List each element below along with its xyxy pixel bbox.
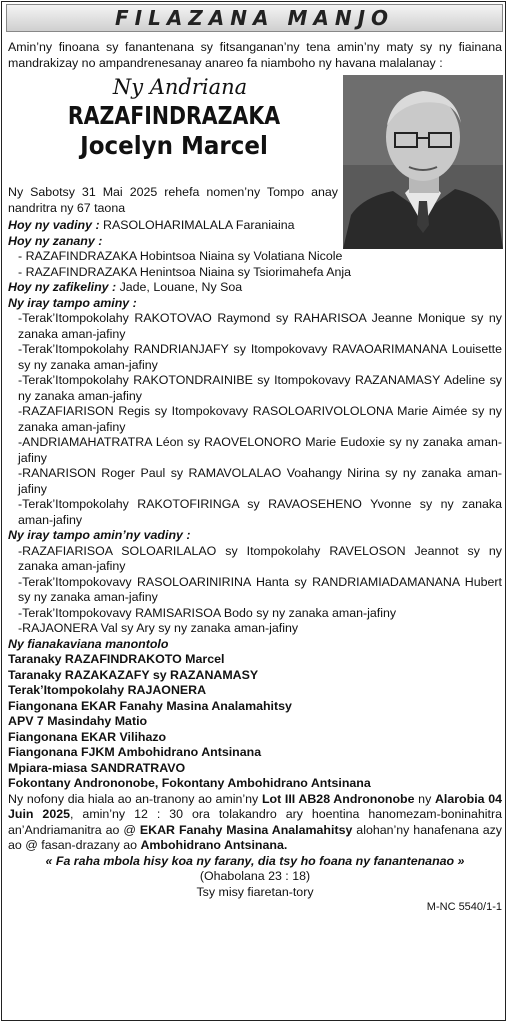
spouse-sibling-line: -RAZAFIARISOA SOLOARILALAO sy Itompokolahy RAVELOSON Jeannot sy ny zanaka aman-jafiny xyxy=(18,543,502,573)
deceased-given-names: Jocelyn Marcel xyxy=(80,131,268,160)
grandchildren-names: Jade, Louane, Ny Soa xyxy=(119,280,243,294)
extended-family-line: Fiangonana FJKM Ambohidrano Antsinana xyxy=(8,745,262,759)
deceased-header xyxy=(8,75,502,185)
spouse-name: RASOLOHARIMALALA Faraniaina xyxy=(103,218,295,232)
intro-text: Amin’ny finoana sy fanantenana sy fitsanganan’ny tena amin’ny maty sy ny fiainana mandrakizay no ampandrenesanay anareo fa niamboho ny havana malalanay : xyxy=(8,40,502,70)
extended-family-line: Terak’Itompokolahy RAJAONERA xyxy=(8,683,207,697)
bible-quote: « Fa raha mbola hisy koa ny farany, dia tsy ho foana ny fanantenanao » xyxy=(45,853,465,868)
sibling-line: -RANARISON Roger Paul sy RAMAVOLALAO Voahangy Nirina sy ny zanaka aman-jafiny xyxy=(18,466,502,496)
extended-family-line: APV 7 Masindahy Matio xyxy=(8,714,148,728)
sibling-line: -RAZAFIARISON Regis sy Itompokovavy RASOLOARIVOLOLONA Marie Aimée sy ny zanaka aman-jafiny xyxy=(18,404,502,434)
sibling-line: -Terak’Itompokolahy RAKOTONDRAINIBE sy Itompokovavy RAZANAMASY Adeline sy ny zanaka aman-jafiny xyxy=(18,373,502,403)
funeral-address: Lot III AB28 Andrononobe xyxy=(261,791,415,806)
closing-note: Tsy misy fiaretan-tory xyxy=(196,884,314,899)
sibling-line: -Terak’Itompokolahy RAKOTOFIRINGA sy RAVAOSEHENO Yvonne sy ny zanaka aman-jafiny xyxy=(18,497,502,527)
burial-place: Ambohidrano Antsinana. xyxy=(140,838,288,852)
funeral-text-2: ny xyxy=(414,791,435,806)
portrait-image xyxy=(343,75,503,249)
extended-family-line: Fiangonana EKAR Fanahy Masina Analamahitsy xyxy=(8,698,292,713)
spouse-siblings-label: Ny iray tampo amin’ny vadiny : xyxy=(8,528,191,542)
spouse-sibling-line: -Terak’Itompokovavy RASOLOARINIRINA Hanta sy RANDRIAMIADAMANANA Hubert sy ny zanaka aman-jafiny xyxy=(18,574,502,604)
spouse-sibling-line: -Terak’Itompokovavy RAMISARISOA Bodo sy ny zanaka aman-jafiny xyxy=(18,605,397,620)
portrait-photo xyxy=(343,75,503,249)
sibling-line: -Terak’Itompokolahy RAKOTOVAO Raymond sy RAHARISOA Jeanne Monique sy ny zanaka aman-jafiny xyxy=(18,311,502,341)
funeral-text-3: , amin’ny 12 : 30 ora tolakandro ary hoentina hanomezam-boninahitra an’Andriamanitra ao @ xyxy=(8,807,503,837)
funeral-church: EKAR Fanahy Masina Analamahitsy xyxy=(139,822,353,837)
children-label: Hoy ny zanany : xyxy=(8,233,103,248)
funeral-date: Alarobia 04 Juin 2025 xyxy=(8,791,502,821)
funeral-text-4: alohan’ny hanafenana azy ao @ fasan-drazany ao xyxy=(8,822,503,852)
notice-body xyxy=(8,40,502,916)
funeral-details xyxy=(8,792,502,854)
child-line: - RAZAFINDRAZAKA Henintsoa Niaina sy Tsiorimahefa Anja xyxy=(18,264,352,279)
banner-title: FILAZANA MANJO xyxy=(114,6,395,30)
extended-family-line: Fiangonana EKAR Vilihazo xyxy=(8,729,167,744)
child-line: - RAZAFINDRAZAKA Hobintsoa Niaina sy Volatiana Nicole xyxy=(18,249,343,263)
deceased-surname: RAZAFINDRAZAKA xyxy=(67,101,281,130)
extended-family-line: Fokontany Andrononobe, Fokontany Ambohidrano Antsinana xyxy=(8,776,371,790)
siblings-label: Ny iray tampo aminy : xyxy=(8,295,137,310)
death-notice: Ny Sabotsy 31 Mai 2025 rehefa nomen’ny Tompo anay nandritra ny 67 taona xyxy=(8,185,338,215)
ad-reference: M-NC 5540/1-1 xyxy=(426,901,502,913)
quote-reference: (Ohabolana 23 : 18) xyxy=(199,869,311,883)
extended-family-line: Mpiara-miasa SANDRATRAVO xyxy=(8,760,186,775)
grandchildren-line xyxy=(8,280,502,296)
spouse-label: Hoy ny vadiny : xyxy=(8,218,100,232)
extended-family-label: Ny fianakaviana manontolo xyxy=(8,636,169,651)
sibling-line: -ANDRIAMAHATRATRA Léon sy RAOVELONORO Marie Eudoxie sy ny zanaka aman-jafiny xyxy=(18,435,502,465)
grandchildren-label: Hoy ny zafikeliny : xyxy=(8,280,117,294)
extended-family-line: Taranaky RAZAFINDRAKOTO Marcel xyxy=(8,652,225,666)
funeral-text-1: Ny nofony dia hiala ao an-tranony ao amin’ny xyxy=(8,791,262,806)
notice-banner xyxy=(6,4,503,32)
spouse-sibling-line: -RAJAONERA Val sy Ary sy ny zanaka aman-jafiny xyxy=(18,621,299,635)
extended-family-line: Taranaky RAZAKAZAFY sy RAZANAMASY xyxy=(8,667,259,682)
sibling-line: -Terak’Itompokolahy RANDRIANJAFY sy Itompokovavy RAVAOARIMANANA Louisette sy ny zanaka aman-jafiny xyxy=(18,342,502,372)
honorific: Ny Andriana xyxy=(112,75,248,99)
